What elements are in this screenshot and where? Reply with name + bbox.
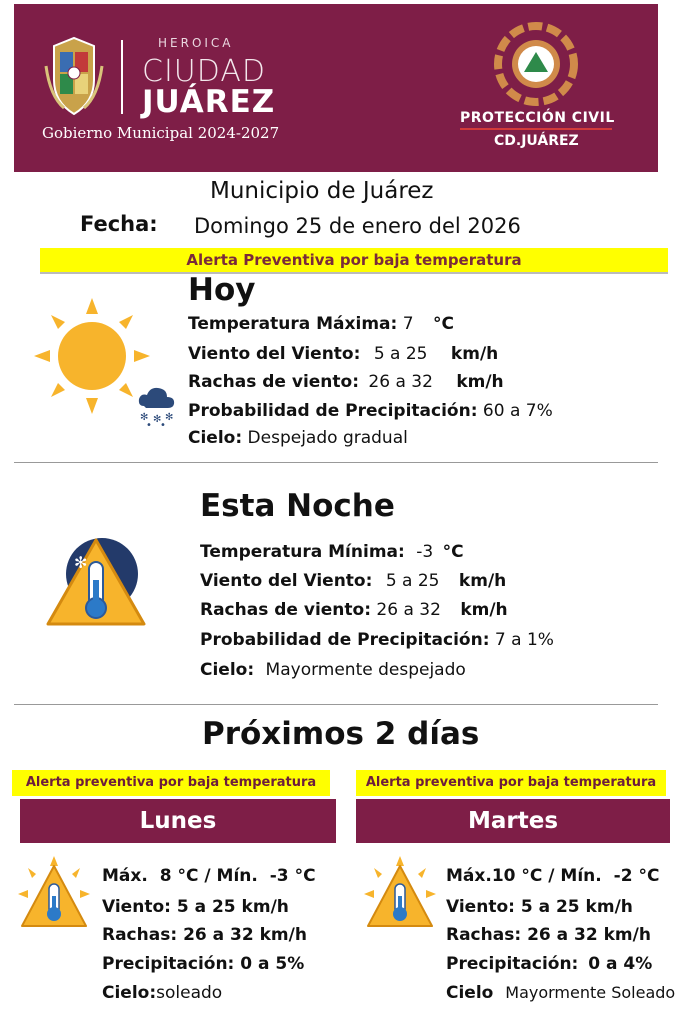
hoy-precip-label: Probabilidad de Precipitación: bbox=[188, 401, 478, 421]
svg-text:•: • bbox=[146, 420, 152, 428]
heroica-text: HEROICA bbox=[158, 36, 234, 50]
noche-rachas-label: Rachas de viento: bbox=[200, 600, 372, 620]
hoy-cielo-value: Despejado gradual bbox=[247, 428, 408, 448]
noche-precip-label: Probabilidad de Precipitación: bbox=[200, 630, 490, 650]
martes-min-value: -2 bbox=[613, 866, 633, 886]
header-divider bbox=[121, 40, 123, 114]
martes-thermometer-icon bbox=[364, 856, 436, 932]
lunes-cielo-label: Cielo: bbox=[102, 983, 157, 1003]
noche-precip-row bbox=[200, 630, 554, 650]
noche-title: Esta Noche bbox=[200, 488, 395, 524]
lunes-rachas-row bbox=[102, 925, 307, 945]
martes-precip-label: Precipitación: bbox=[446, 954, 579, 974]
hoy-viento-value: 5 a 25 bbox=[373, 344, 428, 364]
martes-cielo-row bbox=[446, 983, 675, 1003]
martes-rachas-label: Rachas: bbox=[446, 925, 522, 945]
lunes-alerta-banner: Alerta preventiva por baja temperatura bbox=[12, 770, 330, 796]
noche-rachas-value: 26 a 32 bbox=[376, 600, 441, 620]
proximos-title: Próximos 2 días bbox=[202, 716, 480, 752]
hoy-rachas-row bbox=[188, 372, 504, 392]
hoy-cielo-row bbox=[188, 428, 408, 448]
noche-cielo-label: Cielo: bbox=[200, 660, 255, 680]
svg-text:✻: ✻ bbox=[165, 412, 174, 423]
lunes-precip-value: 0 a 5% bbox=[240, 954, 305, 974]
martes-precip-value: 0 a 4% bbox=[588, 954, 653, 974]
lunes-min-label: °C / Mín. bbox=[177, 866, 258, 886]
martes-viento-label: Viento: bbox=[446, 897, 515, 917]
lunes-header: Lunes bbox=[20, 799, 336, 843]
martes-min-unit: °C bbox=[638, 866, 660, 886]
martes-viento-value: 5 a 25 km/h bbox=[520, 897, 633, 917]
separator-hoy bbox=[14, 462, 658, 463]
hoy-viento-label: Viento del Viento: bbox=[188, 344, 361, 364]
proteccion-civil-subtitle: CD.JUÁREZ bbox=[494, 133, 579, 149]
ciudad-text: CIUDAD bbox=[142, 54, 266, 89]
lunes-precip-label: Precipitación: bbox=[102, 954, 235, 974]
martes-precip-row bbox=[446, 954, 652, 974]
hoy-title: Hoy bbox=[188, 272, 256, 308]
hoy-cielo-label: Cielo: bbox=[188, 428, 243, 448]
martes-cielo-label: Cielo bbox=[446, 983, 494, 1003]
noche-viento-value: 5 a 25 bbox=[385, 571, 440, 591]
martes-header: Martes bbox=[356, 799, 670, 843]
lunes-cielo-row bbox=[102, 983, 222, 1003]
lunes-viento-row bbox=[102, 897, 289, 917]
gobierno-municipal-text: Gobierno Municipal 2024-2027 bbox=[42, 124, 280, 142]
fecha-value: Domingo 25 de enero del 2026 bbox=[194, 214, 521, 238]
martes-rachas-row bbox=[446, 925, 651, 945]
martes-viento-row bbox=[446, 897, 633, 917]
noche-cielo-value: Mayormente despejado bbox=[265, 660, 466, 680]
lunes-thermometer-icon bbox=[18, 856, 90, 932]
martes-max-label: Máx. bbox=[446, 866, 492, 886]
separator-noche bbox=[14, 704, 658, 705]
noche-viento-unit: km/h bbox=[458, 571, 507, 591]
lunes-temp-row bbox=[102, 866, 316, 886]
hoy-rachas-value: 26 a 32 bbox=[368, 372, 433, 392]
hoy-rachas-unit: km/h bbox=[456, 372, 504, 392]
noche-temp-min-row bbox=[200, 542, 464, 562]
martes-max-value: 10 bbox=[491, 866, 516, 886]
municipio-title: Municipio de Juárez bbox=[210, 178, 434, 204]
hoy-temp-max-unit: °C bbox=[432, 314, 454, 334]
martes-rachas-value: 26 a 32 km/h bbox=[527, 925, 651, 945]
cold-thermometer-warning-icon bbox=[44, 534, 148, 630]
svg-text:✻: ✻ bbox=[74, 553, 88, 572]
proteccion-civil-title: PROTECCIÓN CIVIL bbox=[460, 110, 615, 126]
hoy-precip-row bbox=[188, 401, 553, 421]
hoy-viento-unit: km/h bbox=[450, 344, 499, 364]
proteccion-civil-logo-icon bbox=[494, 22, 578, 106]
martes-min-label: °C / Mín. bbox=[521, 866, 602, 886]
noche-temp-min-label: Temperatura Mínima: bbox=[200, 542, 405, 562]
noche-temp-min-unit: °C bbox=[442, 542, 464, 562]
martes-temp-row bbox=[446, 866, 659, 886]
hoy-temp-max-row bbox=[188, 314, 454, 334]
noche-viento-label: Viento del Viento: bbox=[200, 571, 373, 591]
lunes-viento-label: Viento: bbox=[102, 897, 171, 917]
lunes-cielo-value: soleado bbox=[156, 983, 223, 1003]
juarez-text: JUÁREZ bbox=[142, 84, 276, 120]
hoy-rachas-label: Rachas de viento: bbox=[188, 372, 360, 392]
martes-alerta-banner: Alerta preventiva por baja temperatura bbox=[356, 770, 666, 796]
svg-text:✻: ✻ bbox=[140, 412, 149, 423]
noche-temp-min-value: -3 bbox=[416, 542, 434, 562]
noche-viento-row bbox=[200, 571, 506, 591]
martes-cielo-value: Mayormente Soleado bbox=[505, 983, 676, 1002]
proteccion-civil-underline bbox=[460, 128, 612, 130]
lunes-viento-value: 5 a 25 km/h bbox=[176, 897, 289, 917]
hoy-temp-max-value: 7 bbox=[402, 314, 414, 334]
hoy-precip-value: 60 a 7% bbox=[482, 401, 553, 421]
coat-of-arms-icon bbox=[42, 36, 106, 120]
svg-text:•: • bbox=[160, 420, 166, 428]
noche-rachas-row bbox=[200, 600, 508, 620]
lunes-rachas-value: 26 a 32 km/h bbox=[183, 925, 307, 945]
hoy-viento-row bbox=[188, 344, 498, 364]
hoy-temp-max-label: Temperatura Máxima: bbox=[188, 314, 398, 334]
noche-cielo-row bbox=[200, 660, 466, 680]
snow-cloud-icon bbox=[136, 384, 178, 428]
noche-precip-value: 7 a 1% bbox=[494, 630, 554, 650]
alerta-principal-banner: Alerta Preventiva por baja temperatura bbox=[40, 248, 668, 274]
lunes-max-value: 8 bbox=[159, 866, 172, 886]
lunes-min-unit: °C bbox=[294, 866, 316, 886]
svg-text:✻: ✻ bbox=[153, 414, 162, 425]
lunes-max-label: Máx. bbox=[102, 866, 148, 886]
fecha-label: Fecha: bbox=[80, 212, 158, 236]
lunes-min-value: -3 bbox=[269, 866, 289, 886]
noche-rachas-unit: km/h bbox=[460, 600, 508, 620]
lunes-rachas-label: Rachas: bbox=[102, 925, 178, 945]
lunes-precip-row bbox=[102, 954, 304, 974]
